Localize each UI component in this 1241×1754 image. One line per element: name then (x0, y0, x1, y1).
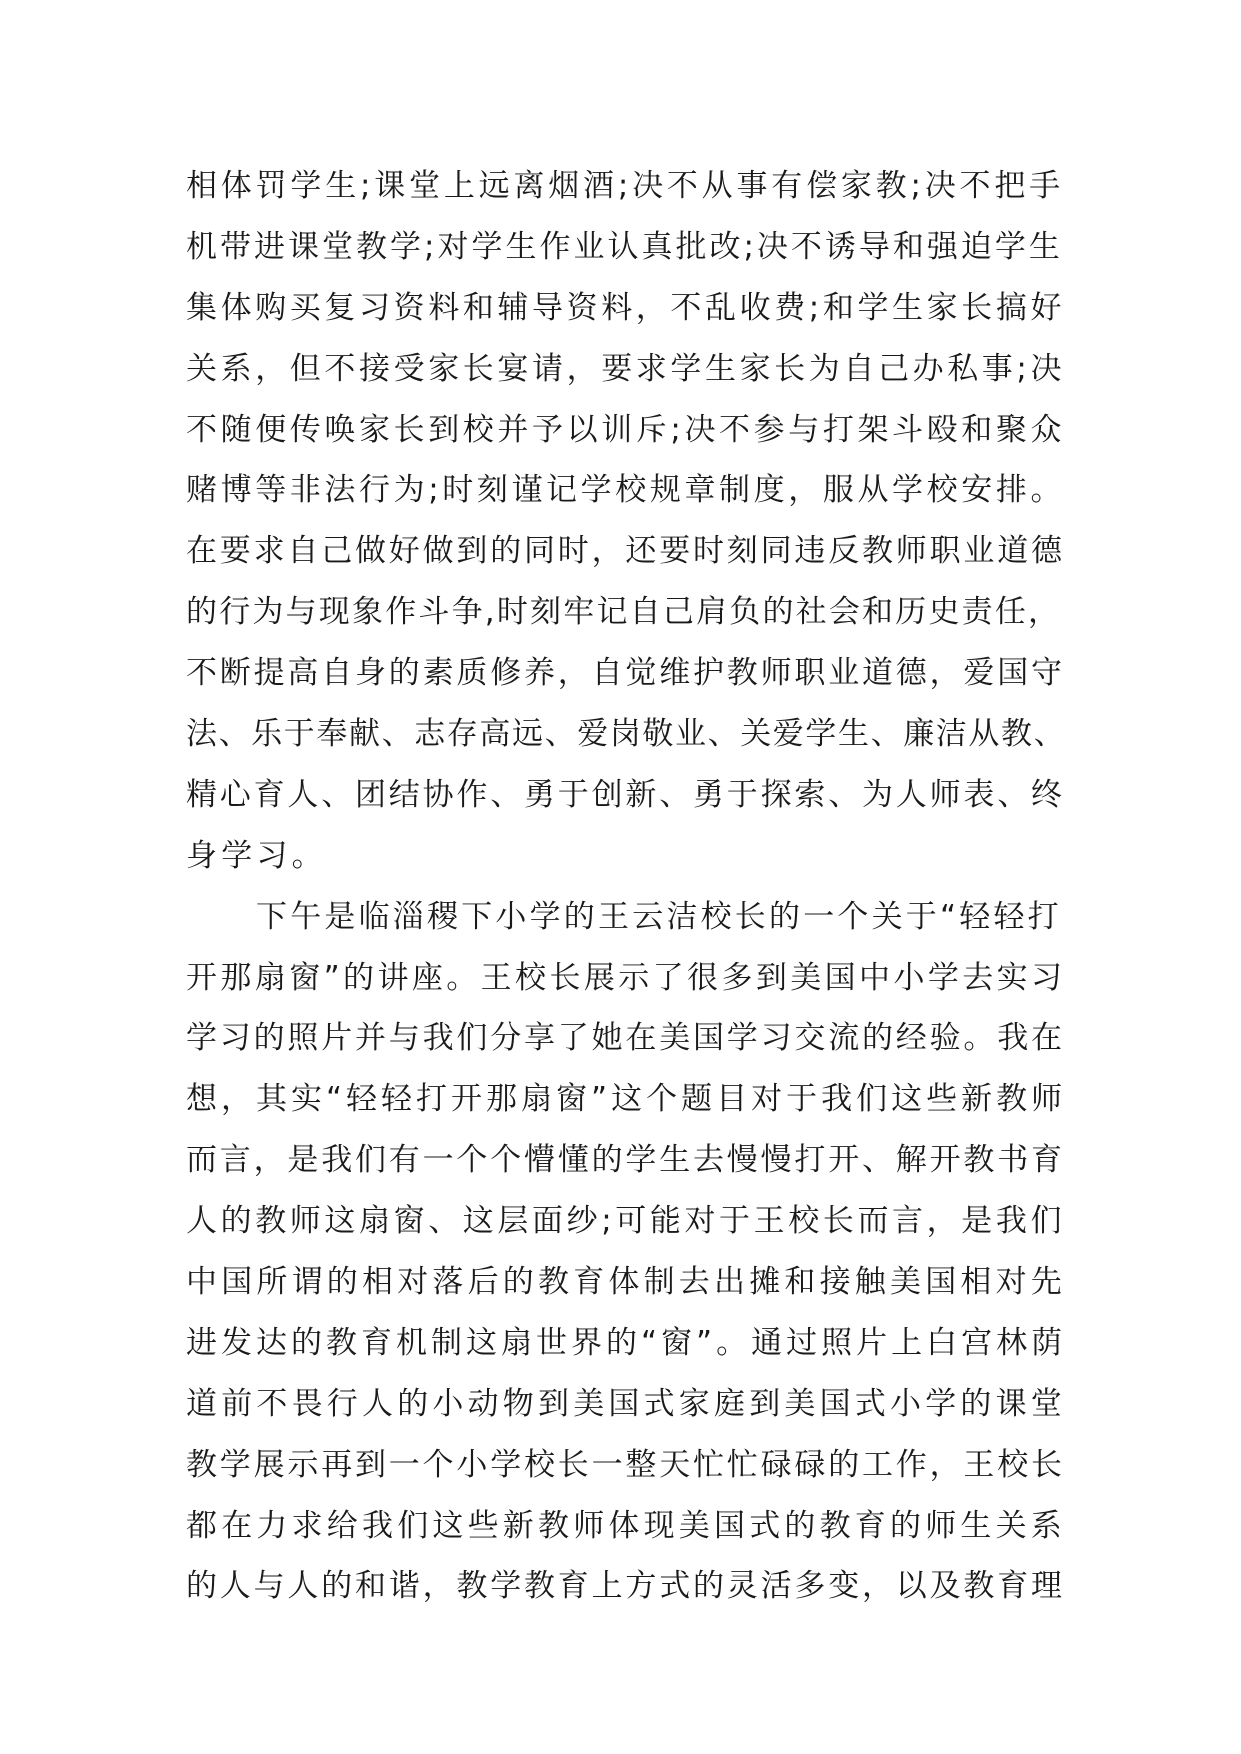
text-line: 的人与人的和谐，教学教育上方式的灵活多变，以及教育理 (186, 1568, 1065, 1605)
text-line: 开那扇窗”的讲座。王校长展示了很多到美国中小学去实习 (186, 959, 1066, 996)
text-line: 集体购买复习资料和辅导资料，不乱收费;和学生家长搞好 (186, 289, 1066, 326)
text-line: 教学展示再到一个小学校长一整天忙忙碌碌的工作，王校长 (186, 1446, 1065, 1483)
text-line: 不断提高自身的素质修养，自觉维护教师职业道德，爱国守 (186, 655, 1065, 692)
text-line: 学习的照片并与我们分享了她在美国学习交流的经验。我在 (186, 1020, 1065, 1057)
text-line: 道前不畏行人的小动物到美国式家庭到美国式小学的课堂 (186, 1385, 1066, 1422)
text-line: 赌博等非法行为;时刻谨记学校规章制度，服从学校安排。 (186, 472, 1066, 509)
text-line: 关系，但不接受家长宴请，要求学生家长为自己办私事;决 (186, 350, 1066, 387)
text-line: 身学习。 (186, 837, 327, 874)
text-line: 都在力求给我们这些新教师体现美国式的教育的师生关系 (186, 1507, 1066, 1544)
text-line: 中国所谓的相对落后的教育体制去出摊和接触美国相对先 (186, 1264, 1066, 1301)
text-line: 而言，是我们有一个个懵懂的学生去慢慢打开、解开教书育 (186, 1142, 1065, 1179)
paragraph-start-line: 下午是临淄稷下小学的王云洁校长的一个关于“轻轻打 (256, 898, 1062, 935)
text-line: 法、乐于奉献、志存高远、爱岗敬业、关爱学生、廉洁从教、 (186, 716, 1067, 753)
text-line: 在要求自己做好做到的同时，还要时刻同违反教师职业道德 (186, 533, 1065, 570)
text-line: 人的教师这扇窗、这层面纱;可能对于王校长而言，是我们 (186, 1203, 1066, 1240)
text-line: 相体罚学生;课堂上远离烟酒;决不从事有偿家教;决不把手 (186, 168, 1064, 204)
text-line: 不随便传唤家长到校并予以训斥;决不参与打架斗殴和聚众 (186, 411, 1066, 448)
text-line: 精心育人、团结协作、勇于创新、勇于探索、为人师表、终 (186, 776, 1065, 813)
text-line: 的行为与现象作斗争,时刻牢记自己肩负的社会和历史责任， (186, 594, 1062, 631)
text-line: 机带进课堂教学;对学生作业认真批改;决不诱导和强迫学生 (186, 228, 1063, 265)
text-line: 进发达的教育机制这扇世界的“窗”。通过照片上白宫林荫 (186, 1324, 1067, 1361)
document-body (186, 156, 1066, 1617)
text-line: 想，其实“轻轻打开那扇窗”这个题目对于我们这些新教师 (186, 1081, 1067, 1118)
